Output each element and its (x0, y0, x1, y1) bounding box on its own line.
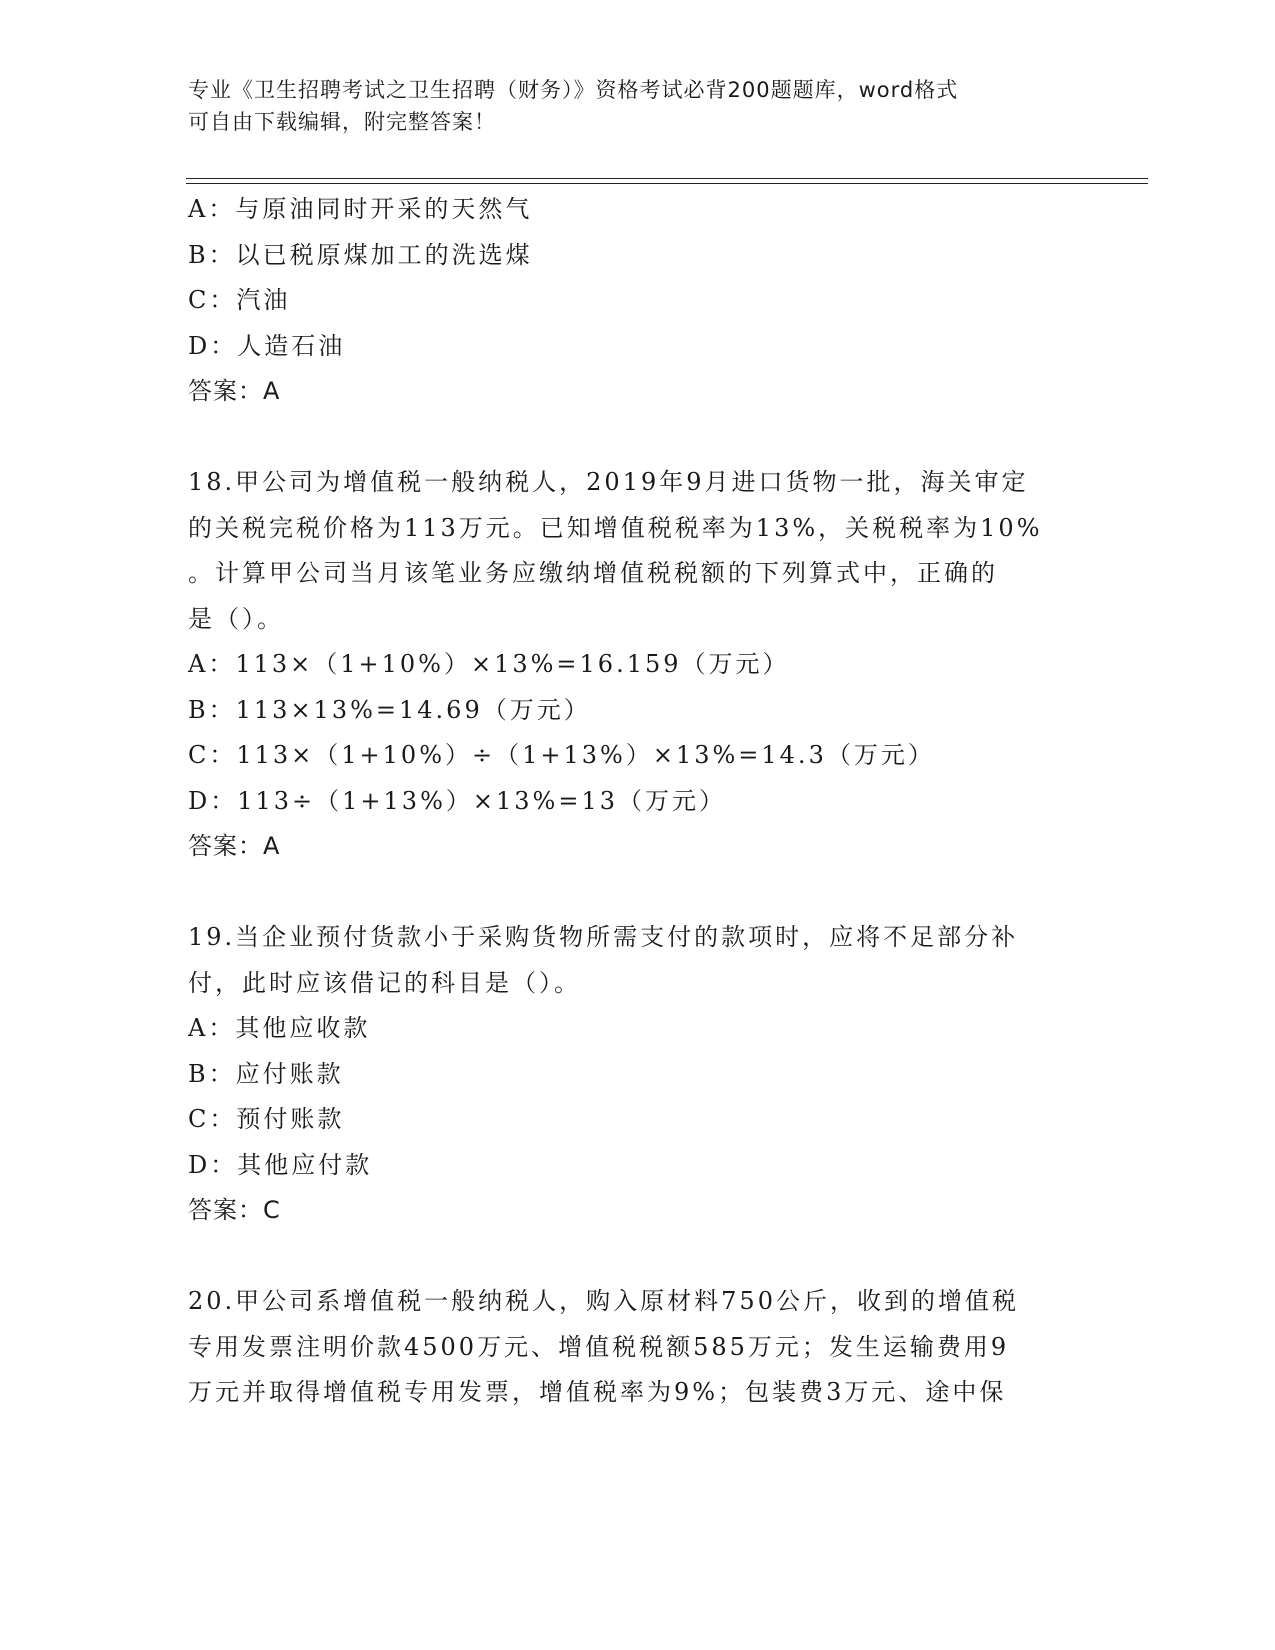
q18-option-d: D：113÷（1+13%）×13%=13（万元） (188, 786, 726, 815)
q19-option-c: C：预付账款 (188, 1105, 345, 1133)
question-20-block (188, 1279, 1088, 1416)
q17-option-a: A：与原油同时开采的天然气 (188, 195, 533, 223)
document-body (188, 187, 1088, 1416)
q18-option-b: B：113×13%=14.69（万元） (188, 695, 591, 724)
spacer (188, 870, 1088, 916)
q19-option-a: A：其他应收款 (188, 1014, 371, 1042)
q19-option-d: D：其他应付款 (188, 1150, 373, 1179)
q18-answer: 答案：A (188, 832, 281, 860)
page-header (188, 74, 1088, 138)
question-19-block (188, 915, 1088, 1234)
q17-option-c: C：汽油 (188, 286, 291, 314)
spacer (188, 1234, 1088, 1280)
q18-stem-line-4: 是（）。 (188, 604, 284, 633)
question-18-block (188, 460, 1088, 870)
header-line-1: 专业《卫生招聘考试之卫生招聘（财务）》资格考试必背200题题库，word格式 (188, 78, 959, 102)
q19-option-b: B：应付账款 (188, 1059, 344, 1088)
q17-option-d: D：人造石油 (188, 331, 346, 360)
q18-stem-line-3: 。计算甲公司当月该笔业务应缴纳增值税税额的下列算式中，正确的 (188, 559, 998, 587)
q20-stem-line-1: 20.甲公司系增值税一般纳税人，购入原材料750公斤，收到的增值税 (188, 1287, 1019, 1315)
header-divider-bottom (186, 183, 1148, 184)
q19-stem-line-2: 付，此时应该借记的科目是（）。 (188, 968, 581, 997)
q18-option-c: C：113×（1+10%）÷（1+13%）×13%=14.3（万元） (188, 741, 935, 769)
header-divider-top (186, 178, 1148, 179)
q18-stem-line-2: 的关税完税价格为113万元。已知增值税税率为13%，关税税率为10% (188, 513, 1043, 542)
q18-stem-line-1: 18.甲公司为增值税一般纳税人，2019年9月进口货物一批，海关审定 (188, 468, 1029, 496)
question-17-block (188, 187, 1088, 415)
q17-answer: 答案：A (188, 377, 281, 405)
header-line-2: 可自由下载编辑，附完整答案！ (188, 110, 496, 134)
q18-option-a: A：113×（1+10%）×13%=16.159（万元） (188, 650, 790, 678)
q19-answer: 答案：C (188, 1196, 281, 1224)
q17-option-b: B：以已税原煤加工的洗选煤 (188, 240, 533, 269)
q19-stem-line-1: 19.当企业预付货款小于采购货物所需支付的款项时，应将不足部分补 (188, 923, 1019, 951)
spacer (188, 415, 1088, 461)
q20-stem-line-2: 专用发票注明价款4500万元、增值税税额585万元；发生运输费用9 (188, 1332, 1010, 1361)
q20-stem-line-3: 万元并取得增值税专用发票，增值税率为9%；包装费3万元、途中保 (188, 1378, 1007, 1406)
